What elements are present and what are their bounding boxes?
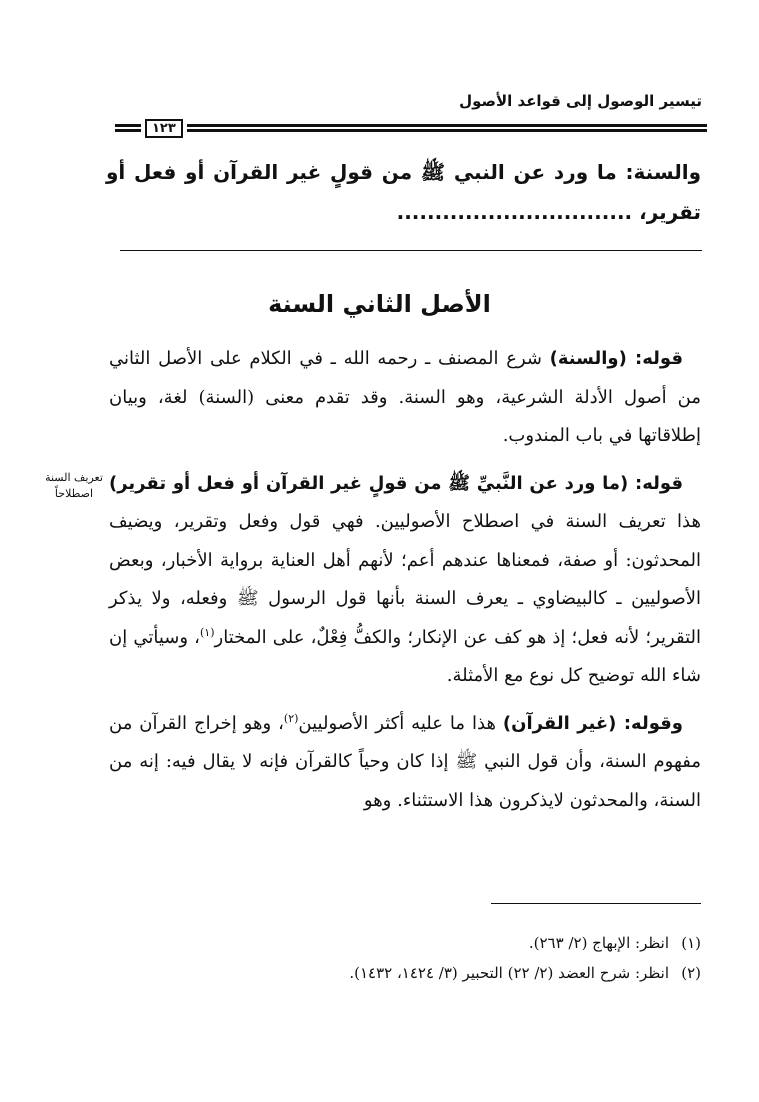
footnote-reference[interactable]: (١) [200,625,215,639]
footnote-divider [491,903,701,904]
matn-text: والسنة: ما ورد عن النبي ﷺ من قولٍ غير القرآن أو فعل أو تقرير، ............................... [106,160,701,224]
margin-note: تعريف السنة اصطلاحاً [45,471,103,500]
commentary-body [109,340,701,820]
running-title: تيسير الوصول إلى قواعد الأصول [459,92,702,110]
footnote-text: انظر: شرح العضد (٢/ ٢٢) التحبير (٣/ ١٤٢٤، ١٤٣٢). [349,964,669,982]
paragraph-text: هذا ما عليه أكثر الأصوليين [298,712,503,734]
footnote-text: انظر: الإبهاج (٢/ ٢٦٣). [528,934,669,952]
page-number: ١٢٣ [145,119,183,138]
commentary-paragraph-1 [109,340,701,456]
commentary-paragraph-2 [109,465,701,696]
decorative-rule-long [187,124,707,132]
section-heading: الأصل الثاني السنة [268,290,491,318]
footnote-2 [101,958,701,988]
paragraph-lead: وقوله: [616,712,683,734]
quoted-phrase: (ما ورد عن النَّبيِّ ﷺ من قولٍ غير القرآن أو فعل أو تقرير) [109,472,629,494]
footnote-number: (١) [681,934,701,952]
paragraph-text: هذا تعريف السنة في اصطلاح الأصوليين. فهي قول وفعل وتقرير، ويضيف المحدثون: أو صفة، فمعناها عندهم أعم؛ لأنهم أهل العناية برواية الأخبار، وبعض الأصوليين ـ كالبيضاوي ـ يعرف السنة بأنها قول الرسول ﷺ وفعله، ولا يذكر التقرير؛ لأنه فعل؛ إذ هو كف عن الإنكار؛ والكفُّ فِعْلٌ، على المختار [109,511,701,648]
paragraph-lead: قوله: [626,348,683,369]
paragraph-text: ، وهو إخراج القرآن من مفهوم السنة، وأن قول النبي ﷺ إذا كان وحياً كالقرآن فإنه لا يقال فيه: إنه من السنة، والمحدثون لايذكرون هذا الاستثناء. وهو [109,712,701,811]
footnotes [101,928,701,988]
quoted-phrase: (غير القرآن) [502,712,617,734]
decorative-rule-short [115,124,141,132]
footnote-1 [101,928,701,958]
page-number-bar [115,120,707,136]
footnote-number: (٢) [681,964,701,982]
quoted-phrase: (والسنة) [549,348,627,369]
paragraph-lead: قوله: [628,472,683,494]
footnote-reference[interactable]: (٢) [283,711,299,725]
commentary-paragraph-3 [109,705,701,821]
paragraph-text: ، وسيأتي إن شاء الله توضيح كل نوع مع الأمثلة. [109,626,701,686]
paragraph-text: شرع المصنف ـ رحمه الله ـ في الكلام على الأصل الثاني من أصول الأدلة الشرعية، وهو السنة. وقد تقدم معنى (السنة) لغة، وبيان إطلاقاتها في باب المندوب. [109,348,701,446]
matn-divider [120,250,702,251]
